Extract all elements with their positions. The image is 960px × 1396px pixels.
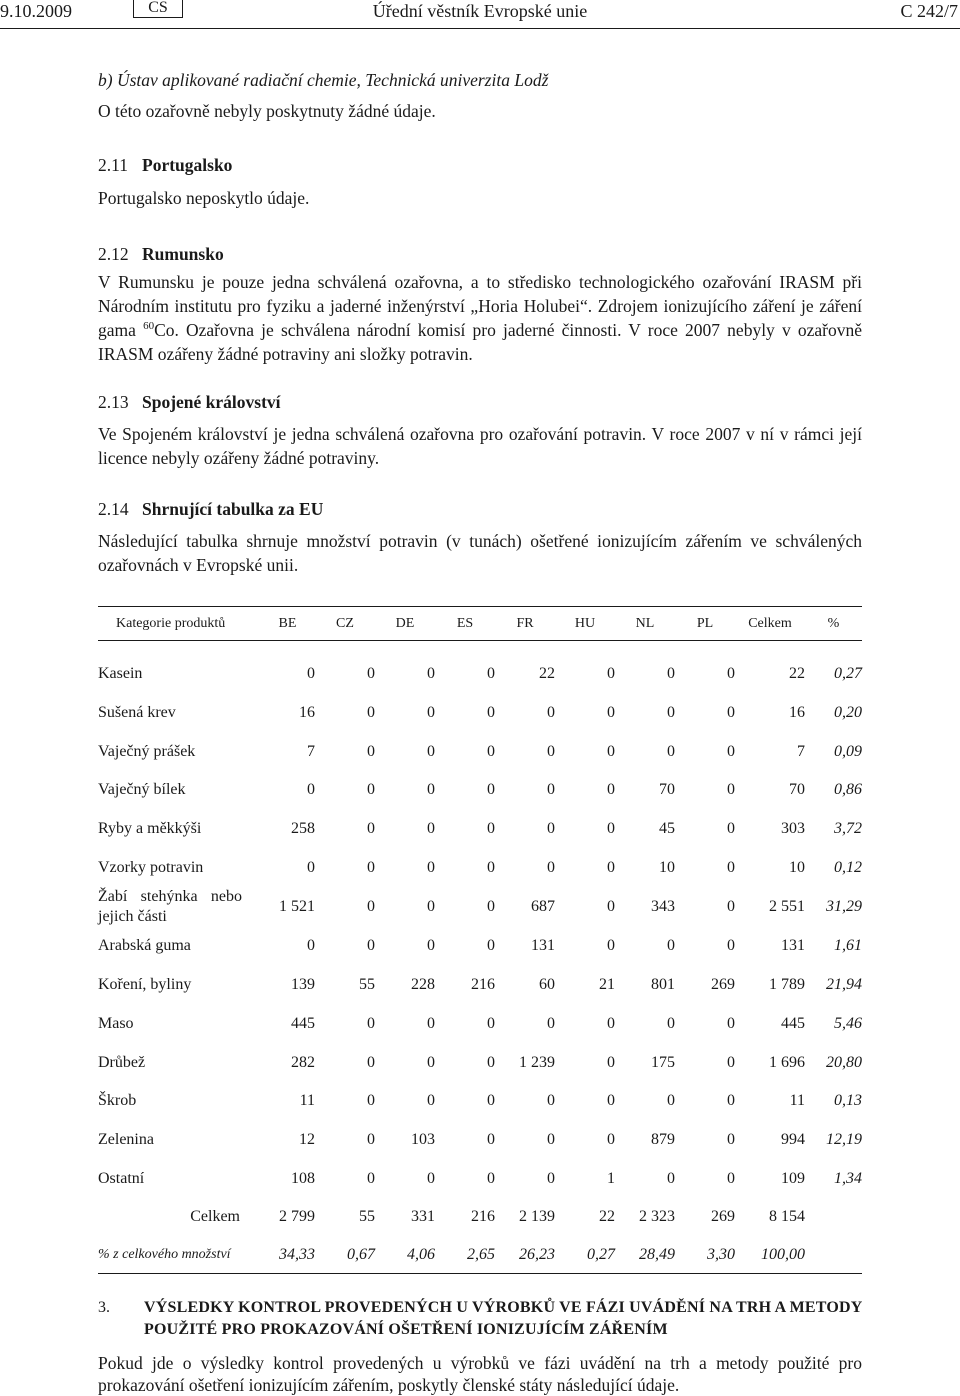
table-cell: 70 (789, 781, 805, 799)
table-cell: 0 (427, 898, 435, 916)
table-cell: 0 (367, 1092, 375, 1110)
table-cell: 2 139 (519, 1208, 555, 1226)
table-cell: 0 (727, 1014, 735, 1032)
table-cell: 269 (711, 976, 735, 994)
table-cell: 0 (607, 704, 615, 722)
table-cell: 0 (667, 1092, 675, 1110)
language-badge: CS (133, 0, 183, 18)
table-cell (805, 1198, 862, 1237)
total-label: Celkem (190, 1208, 240, 1226)
table-cell: 269 (711, 1208, 735, 1226)
table-cell: 0 (307, 665, 315, 683)
table-cell: 445 (781, 1014, 805, 1032)
table-cell: 0 (487, 704, 495, 722)
table-cell: 12 (299, 1130, 315, 1148)
table-cell: 0 (667, 1014, 675, 1032)
row-label: Koření, byliny (98, 976, 192, 994)
table-cell: 1 (607, 1169, 615, 1187)
section-3-text: Pokud jde o výsledky kontrol provedených u výrobků ve fázi uvádění na trh a metody použité pro prokazování ošetření ionizujícím zářením, poskytly členské státy následující údaje. (98, 1353, 862, 1395)
table-cell: 0 (607, 858, 615, 876)
table-cell: 0 (367, 781, 375, 799)
table-row (98, 1237, 862, 1274)
table-cell: 0 (427, 1092, 435, 1110)
table-cell: 4,06 (375, 1237, 435, 1274)
table-cell: 303 (781, 820, 805, 838)
table-cell: 0 (667, 937, 675, 955)
table-cell: 445 (291, 1014, 315, 1032)
table-cell: 343 (651, 898, 675, 916)
row-label: Vaječný prášek (98, 742, 196, 760)
table-cell: 28,49 (615, 1237, 675, 1274)
table-cell: 0 (487, 1014, 495, 1032)
table-cell: 34,33 (260, 1237, 315, 1274)
table-cell: 60 (539, 976, 555, 994)
row-label: Kasein (98, 665, 143, 683)
section-number: 2.11 (98, 155, 128, 175)
table-cell: 22 (789, 665, 805, 683)
table-cell: 100,00 (735, 1237, 805, 1274)
table-cell: 0 (547, 1092, 555, 1110)
table-cell: 2,65 (435, 1237, 495, 1274)
row-label: Drůbež (98, 1053, 146, 1071)
spacer-cell (98, 641, 862, 656)
table-row (98, 771, 862, 810)
table-cell: 0 (727, 704, 735, 722)
table-header-row (98, 607, 862, 641)
table-cell: 0 (367, 858, 375, 876)
table-cell: 108 (291, 1169, 315, 1187)
table-cell (805, 1237, 862, 1274)
table-row (98, 927, 862, 966)
table-cell: 0,67 (315, 1237, 375, 1274)
column-header: Kategorie produktů (98, 607, 260, 641)
row-label: Žabí stehýnka nebo jejich části (98, 888, 242, 926)
column-header: BE (260, 607, 315, 641)
table-cell: 0 (607, 781, 615, 799)
table-row (98, 1043, 862, 1082)
row-label: Škrob (98, 1092, 137, 1110)
row-label: Ryby a měkkýši (98, 820, 202, 838)
table-cell: 228 (411, 976, 435, 994)
journal-title: Úřední věstník Evropské unie (372, 1, 588, 21)
table-cell: 20,80 (826, 1053, 862, 1071)
table-cell: 801 (651, 976, 675, 994)
table-cell: 0 (727, 1130, 735, 1148)
table-cell: 0 (667, 704, 675, 722)
table-cell: 0,09 (834, 742, 862, 760)
section-title: Spojené království (142, 392, 281, 412)
table-cell: 0 (607, 1130, 615, 1148)
table-cell: 0 (427, 1014, 435, 1032)
section-number: 3. (98, 1299, 110, 1316)
table-cell: 0 (367, 742, 375, 760)
table-row (98, 1198, 862, 1237)
row-label: Maso (98, 1014, 134, 1032)
table-cell: 0 (427, 742, 435, 760)
column-header: Celkem (735, 607, 805, 641)
table-cell: 331 (411, 1208, 435, 1226)
table-cell: 0 (427, 665, 435, 683)
table-cell: 7 (307, 742, 315, 760)
table-row (98, 694, 862, 733)
table-cell: 16 (299, 704, 315, 722)
table-row (98, 1121, 862, 1160)
table-cell: 109 (781, 1169, 805, 1187)
table-cell: 0 (727, 937, 735, 955)
table-cell: 0 (607, 1092, 615, 1110)
table-cell: 0,27 (555, 1237, 615, 1274)
column-header: ES (435, 607, 495, 641)
table-cell: 0 (727, 820, 735, 838)
table-cell: 0 (427, 820, 435, 838)
table-cell: 0 (367, 1053, 375, 1071)
table-cell: 0 (547, 781, 555, 799)
table-cell: 0 (367, 1014, 375, 1032)
table-cell: 0 (547, 742, 555, 760)
section-2-14-heading (98, 497, 323, 521)
table-cell: 0 (727, 665, 735, 683)
table-cell: 0 (727, 898, 735, 916)
table-cell: 0 (727, 1169, 735, 1187)
summary-table (98, 606, 862, 1274)
table-cell: 10 (789, 858, 805, 876)
percent-label: % z celkového množství (98, 1237, 260, 1274)
table-cell: 0 (487, 1169, 495, 1187)
table-cell: 0 (427, 1169, 435, 1187)
table-cell: 175 (651, 1053, 675, 1071)
table-cell: 131 (781, 937, 805, 955)
table-cell: 0 (487, 665, 495, 683)
table-cell: 879 (651, 1130, 675, 1148)
table-cell: 0 (367, 704, 375, 722)
table-cell: 0 (427, 937, 435, 955)
column-header: NL (615, 607, 675, 641)
table-row (98, 655, 862, 694)
table-cell: 0 (727, 781, 735, 799)
table-cell: 0 (487, 742, 495, 760)
table-cell: 0 (487, 858, 495, 876)
table-cell: 2 323 (639, 1208, 675, 1226)
table-cell: 0 (367, 1130, 375, 1148)
column-header: DE (375, 607, 435, 641)
table-row (98, 732, 862, 771)
table-cell: 687 (531, 898, 555, 916)
table-cell: 0 (727, 1053, 735, 1071)
table-row (98, 848, 862, 887)
section-3 (98, 1297, 862, 1396)
table-cell: 139 (291, 976, 315, 994)
table-cell: 0 (487, 820, 495, 838)
table-cell: 22 (599, 1208, 615, 1226)
table-cell: 3,30 (675, 1237, 735, 1274)
table-cell: 1 696 (769, 1053, 805, 1071)
header-date: 9.10.2009 (0, 1, 72, 21)
table-cell: 0 (487, 1053, 495, 1071)
table-cell: 0 (367, 937, 375, 955)
table-cell: 0 (427, 1053, 435, 1071)
table-row (98, 887, 862, 927)
table-row (98, 1082, 862, 1121)
table-cell: 0,13 (834, 1092, 862, 1110)
section-2-13-text: Ve Spojeném království je jedna schválená ozařovna pro ozařování potravin. V roce 2007 v ní v rámci její licence nebyly ozářeny žádné potraviny. (98, 424, 862, 468)
section-number: 2.14 (98, 499, 129, 519)
table-cell: 55 (359, 976, 375, 994)
table-cell: 0 (427, 858, 435, 876)
table-cell: 0 (667, 1169, 675, 1187)
table-cell: 11 (789, 1092, 805, 1110)
section-title: Shrnující tabulka za EU (142, 499, 324, 519)
section-2-12-heading (98, 242, 224, 266)
table-cell: 0 (367, 898, 375, 916)
table-cell: 0 (487, 898, 495, 916)
subsection-b-text: O této ozařovně nebyly poskytnuty žádné údaje. (98, 101, 436, 121)
column-header: PL (675, 607, 735, 641)
table-cell: 21 (599, 976, 615, 994)
table-cell: 0 (727, 858, 735, 876)
table-cell: 0 (607, 820, 615, 838)
table-cell: 0,27 (834, 665, 862, 683)
table-row (98, 966, 862, 1005)
table-cell: 5,46 (834, 1014, 862, 1032)
table-cell: 21,94 (826, 976, 862, 994)
column-header: CZ (315, 607, 375, 641)
table-cell: 16 (789, 704, 805, 722)
table-cell: 8 154 (769, 1208, 805, 1226)
table-cell: 7 (797, 742, 805, 760)
table-cell: 0,86 (834, 781, 862, 799)
table-cell: 258 (291, 820, 315, 838)
table-cell: 11 (299, 1092, 315, 1110)
table-cell: 0 (547, 820, 555, 838)
section-2-14-text: Následující tabulka shrnuje množství potravin (v tunách) ošetřené ionizujícím zářením ve schválených ozařovnách v Evropské unii. (98, 531, 862, 575)
table-cell: 1 239 (519, 1053, 555, 1071)
table-cell: 3,72 (834, 820, 862, 838)
table-cell: 22 (539, 665, 555, 683)
table-cell: 55 (359, 1208, 375, 1226)
table-cell: 1 789 (769, 976, 805, 994)
section-title: Portugalsko (142, 155, 233, 175)
table-cell: 0 (607, 898, 615, 916)
table-cell: 131 (531, 937, 555, 955)
table-cell: 0,12 (834, 858, 862, 876)
row-label: Arabská guma (98, 937, 191, 955)
column-header: HU (555, 607, 615, 641)
section-2-12-text (98, 270, 862, 366)
table-cell: 0 (607, 937, 615, 955)
table-cell: 0 (547, 1130, 555, 1148)
paragraph-part: Co. Ozařovna je schválena národní komisí pro jaderné činnosti. V roce 2007 nebyly v ozařovně IRASM ozářeny žádné potraviny ani složky potravin. (98, 320, 862, 364)
table-cell: 0 (607, 665, 615, 683)
table-cell: 10 (659, 858, 675, 876)
table-cell: 26,23 (495, 1237, 555, 1274)
table-spacer (98, 641, 862, 656)
table-cell: 0 (667, 742, 675, 760)
table-cell: 103 (411, 1130, 435, 1148)
table-cell: 0 (367, 1169, 375, 1187)
page-number: C 242/7 (900, 1, 958, 21)
table-cell: 0 (427, 704, 435, 722)
table-cell: 0 (547, 1169, 555, 1187)
section-2-11-heading (98, 153, 232, 177)
table-cell: 0 (727, 1092, 735, 1110)
table-cell: 0 (667, 665, 675, 683)
subsection-b-title: b) Ústav aplikované radiační chemie, Technická univerzita Lodž (98, 70, 549, 90)
table-cell: 0 (607, 1014, 615, 1032)
column-header: % (805, 607, 862, 641)
table-cell: 70 (659, 781, 675, 799)
table-cell: 0 (367, 820, 375, 838)
table-cell: 216 (471, 976, 495, 994)
table-cell: 1,34 (834, 1169, 862, 1187)
section-title: VÝSLEDKY KONTROL PROVEDENÝCH U VÝROBKŮ VE FÁZI UVÁDĚNÍ NA TRH A METODY POUŽITÉ PRO PROKAZOVÁNÍ OŠETŘENÍ IONIZUJÍCÍM ZÁŘENÍM (144, 1299, 862, 1338)
table-cell: 0 (427, 781, 435, 799)
table-cell: 0 (727, 742, 735, 760)
row-label: Vaječný bílek (98, 781, 186, 799)
table-body (98, 641, 862, 1274)
row-label: Zelenina (98, 1130, 154, 1148)
section-2-11-text: Portugalsko neposkytlo údaje. (98, 188, 310, 208)
table-cell: 0 (307, 937, 315, 955)
table-cell: 12,19 (826, 1130, 862, 1148)
section-title: Rumunsko (142, 244, 224, 264)
table-cell: 0 (307, 781, 315, 799)
table-cell: 0 (487, 1130, 495, 1148)
table-cell: 0 (607, 742, 615, 760)
table-cell: 0 (487, 781, 495, 799)
table-cell: 216 (471, 1208, 495, 1226)
table-cell: 0 (307, 858, 315, 876)
table-cell: 0 (487, 937, 495, 955)
section-2-13-heading (98, 390, 281, 414)
table-cell: 0 (547, 1014, 555, 1032)
paragraph-part: V Rumunsku je pouze jedna schválená ozařovna, a to středisko technologického ozařování IRASM při Národním institutu pro fyziku a jaderné inženýrství „Horia Holubei“. Zdrojem ionizujícího záření je záření gama (98, 272, 862, 340)
table-cell: 2 799 (279, 1208, 315, 1226)
table-row (98, 1005, 862, 1044)
row-label: Sušená krev (98, 704, 176, 722)
row-label: Vzorky potravin (98, 858, 204, 876)
isotope-mass-number: 60 (143, 320, 155, 333)
table-row (98, 1159, 862, 1198)
table-row (98, 810, 862, 849)
table-cell: 31,29 (826, 898, 862, 916)
table-cell: 0,20 (834, 704, 862, 722)
section-number: 2.13 (98, 392, 129, 412)
table-cell: 1,61 (834, 937, 862, 955)
table-cell: 2 551 (769, 898, 805, 916)
section-number: 2.12 (98, 244, 129, 264)
table-cell: 0 (487, 1092, 495, 1110)
table-cell: 0 (367, 665, 375, 683)
table-cell: 282 (291, 1053, 315, 1071)
header-divider (0, 28, 960, 29)
table-cell: 994 (781, 1130, 805, 1148)
table-cell: 0 (547, 704, 555, 722)
row-label: Ostatní (98, 1169, 145, 1187)
table-cell: 0 (547, 858, 555, 876)
table-cell: 1 521 (279, 898, 315, 916)
table-cell: 0 (607, 1053, 615, 1071)
column-header: FR (495, 607, 555, 641)
table-cell: 45 (659, 820, 675, 838)
